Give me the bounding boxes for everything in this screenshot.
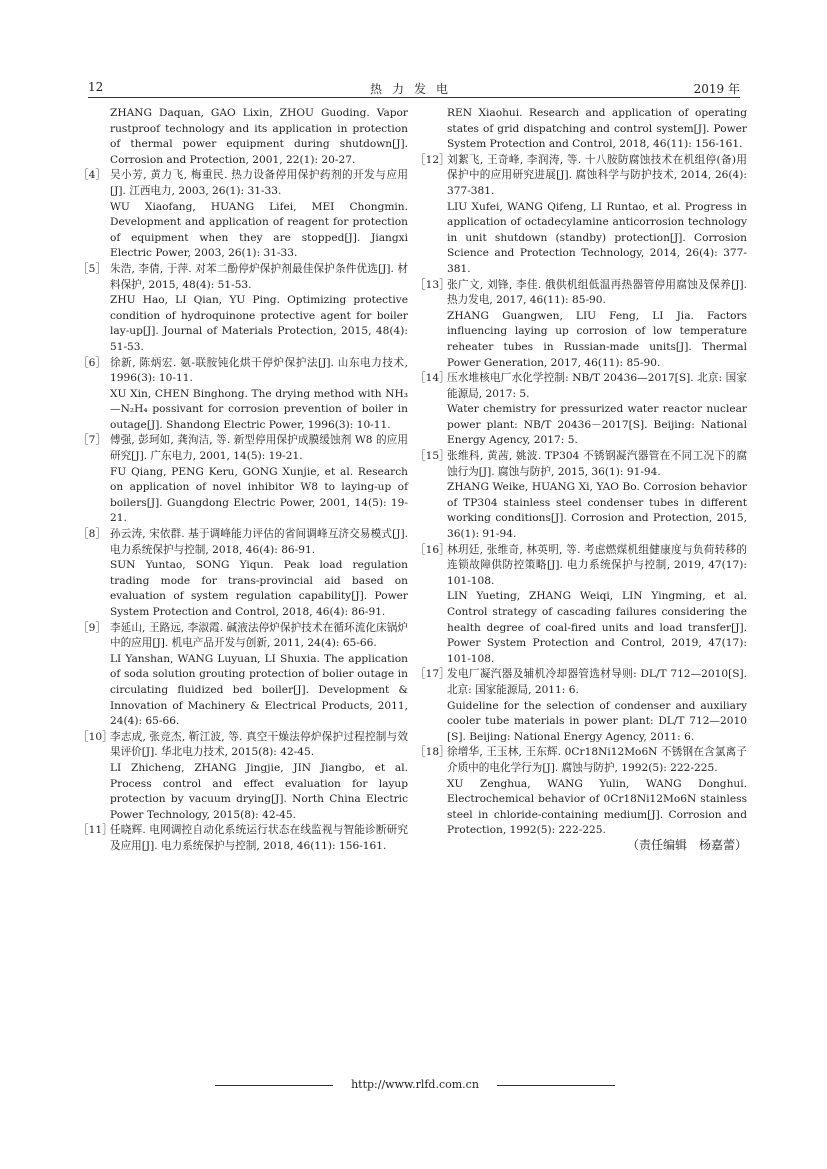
reference-item xyxy=(78,433,408,527)
reference-number: ［4］ xyxy=(78,169,106,182)
reference-chinese: 吴小芳, 黄力飞, 梅重民. 热力设备停用保护药剂的开发与应用[J]. 江西电力, 2003, 26(1): 31-33. xyxy=(110,169,408,197)
left-column xyxy=(78,106,408,855)
journal-name: 热力发电 xyxy=(369,82,458,96)
reference-item xyxy=(415,153,747,278)
reference-english: LI Yanshan, WANG Luyuan, LI Shuxia. The application of soda solution grouting protection of bolier outage in circulating fluidized bed boiler[J]. Development & Innovation of Machinery & Electrical Products, 2011, 24(4): 65-66. xyxy=(110,652,408,728)
issue-year: 2019 年 xyxy=(693,82,740,96)
reference-english: XU Zenghua, WANG Yulin, WANG Donghui. Electrochemical behavior of 0Cr18Ni12Mo6N stainless steel in chloride-containing medium[J]. Corrosion and Protection, 1992(5): 222-225. xyxy=(447,777,747,837)
reference-chinese: 压水堆核电厂水化学控制: NB/T 20436—2017[S]. 北京: 国家能源局, 2017: 5. xyxy=(447,372,747,400)
reference-english: LIU Xufei, WANG Qifeng, LI Runtao, et al. Progress in application of octadecylamine anticorrosion technology in unit shutdown (standby) protection[J]. Corrosion Science and Protection Technology, 2014, 26(4): 377-381. xyxy=(447,200,747,275)
reference-english: FU Qiang, PENG Keru, GONG Xunjie, et al. Research on application of novel inhibitor W8 to laying-up of boilers[J]. Guangdong Electric Power, 2001, 14(5): 19-21. xyxy=(110,465,408,525)
reference-chinese: 张广文, 刘锋, 李佳. 俄供机组低温再热器管停用腐蚀及保养[J]. 热力发电, 2017, 46(11): 85-90. xyxy=(447,278,747,307)
reference-item xyxy=(78,262,408,356)
reference-english: XU Xin, CHEN Binghong. The drying method with NH₃—N₂H₄ possivant for corrosion prevention of boiler in outage[J]. Shandong Electric Power, 1996(3): 10-11. xyxy=(110,387,408,431)
reference-list-left xyxy=(78,168,408,854)
reference-number: ［15］ xyxy=(415,450,450,463)
reference-number: ［12］ xyxy=(415,153,450,166)
reference-item xyxy=(78,621,408,730)
header-rule xyxy=(88,97,740,98)
reference-chinese: 朱浩, 李倩, 于萍. 对苯二酚停炉保护剂最佳保护条件优选[J]. 材料保护, 2015, 48(4): 51-53. xyxy=(110,262,408,291)
reference-chinese: 傅强, 彭珂如, 龚洵洁, 等. 新型停用保护成膜缓蚀剂 W8 的应用研究[J]. 广东电力, 2001, 14(5): 19-21. xyxy=(110,434,408,463)
reference-item xyxy=(415,667,747,745)
footer-rule-right xyxy=(497,1085,615,1086)
reference-item xyxy=(415,543,747,668)
running-header xyxy=(88,80,740,98)
reference-english: ZHU Hao, LI Qian, YU Ping. Optimizing protective condition of hydroquinone protective agent for boiler lay-up[J]. Journal of Materials Protection, 2015, 48(4): 51-53. xyxy=(110,294,408,353)
reference-english: LI Zhicheng, ZHANG Jingjie, JIN Jiangbo, et al. Process control and effect evaluation for layup protection by vacuum drying[J]. North China Electric Power Technology, 2015(8): 42-45. xyxy=(110,761,408,821)
reference-english: Water chemistry for pressurized water reactor nuclear power plant: NB/T 20436－2017[S]. Beijing: National Energy Agency, 2017: 5. xyxy=(447,403,747,447)
reference-chinese: 李志成, 张竞杰, 靳江波, 等. 真空干燥法停炉保护过程控制与效果评价[J]. 华北电力技术, 2015(8): 42-45. xyxy=(110,730,408,759)
reference-english: Guideline for the selection of condenser and auxiliary cooler tube materials in power plant: DL/T 712—2010 [S]. Beijing: National Energy Agency, 2011: 6. xyxy=(447,699,747,743)
responsible-editor: （责任编辑 杨嘉蕾） xyxy=(626,838,747,852)
reference-item xyxy=(415,449,747,543)
reference-number: ［17］ xyxy=(415,668,450,681)
reference-item xyxy=(78,527,408,621)
reference-chinese: 孙云涛, 宋依群. 基于调峰能力评估的省间调峰互济交易模式[J]. 电力系统保护与控制, 2018, 46(4): 86-91. xyxy=(110,528,408,556)
reference-chinese: 刘絮飞, 王奇峰, 李润涛, 等. 十八胺防腐蚀技术在机组停(备)用保护中的应用研究进展[J]. 腐蚀科学与防护技术, 2014, 26(4): 377-381. xyxy=(447,153,747,197)
reference-number: ［6］ xyxy=(78,356,106,369)
reference-number: ［7］ xyxy=(78,434,106,447)
reference-english: SUN Yuntao, SONG Yiqun. Peak load regulation trading mode for trans-provincial aid based on evaluation of system regulation capability[J]. Power System Protection and Control, 2018, 46(4): 86-91. xyxy=(110,559,408,618)
continued-reference: ZHANG Daquan, GAO Lixin, ZHOU Guoding. Vapor rustproof technology and its application in protection of thermal power equipment during shutdown[J]. Corrosion and Protection, 2001, 22(1): 20-27. xyxy=(110,107,408,166)
page-number: 12 xyxy=(88,80,104,94)
reference-list-right xyxy=(415,153,747,839)
reference-item xyxy=(78,730,408,824)
journal-url[interactable]: http://www.rlfd.com.cn xyxy=(351,1078,479,1091)
reference-number: ［14］ xyxy=(415,372,450,385)
reference-number: ［16］ xyxy=(415,543,450,556)
reference-item xyxy=(415,278,747,372)
reference-number: ［8］ xyxy=(78,528,106,541)
page-footer xyxy=(215,1078,615,1094)
reference-number: ［18］ xyxy=(415,746,450,759)
reference-chinese: 徐新, 陈炳宏. 氨-联胺钝化烘干停炉保护法[J]. 山东电力技术, 1996(3): 10-11. xyxy=(110,356,408,385)
reference-item xyxy=(415,371,747,449)
reference-number: ［13］ xyxy=(415,278,450,291)
reference-english: WU Xiaofang, HUANG Lifei, MEI Chongmin. Development and application of reagent for protection of equipment when they are stopped[J]. Jiangxi Electric Power, 2003, 26(1): 31-33. xyxy=(110,200,408,260)
reference-chinese: 张维科, 黄茜, 姚波. TP304 不锈钢凝汽器管在不同工况下的腐蚀行为[J]. 腐蚀与防护, 2015, 36(1): 91-94. xyxy=(447,450,747,478)
reference-chinese: 任晓辉. 电网调控自动化系统运行状态在线监视与智能诊断研究及应用[J]. 电力系统保护与控制, 2018, 46(11): 156-161. xyxy=(110,824,408,852)
reference-number: ［11］ xyxy=(78,824,113,837)
reference-item xyxy=(78,356,408,434)
reference-item xyxy=(415,745,747,839)
continued-reference: REN Xiaohui. Research and application of operating states of grid dispatching and control system[J]. Power System Protection and Control, 2018, 46(11): 156-161. xyxy=(447,107,747,151)
right-column xyxy=(415,106,747,839)
reference-english: LIN Yueting, ZHANG Weiqi, LIN Yingming, et al. Control strategy of cascading failures considering the health degree of coal-fired units and load transfer[J]. Power System Protection and Control, 2019, 47(17): 101-108. xyxy=(447,590,747,665)
reference-number: ［5］ xyxy=(78,262,106,275)
reference-chinese: 李延山, 王路远, 李淑霞. 碱液法停炉保护技术在循环流化床锅炉中的应用[J]. 机电产品开发与创新, 2011, 24(4): 65-66. xyxy=(110,621,408,650)
reference-item xyxy=(78,168,408,262)
reference-item xyxy=(78,823,408,854)
reference-english: ZHANG Guangwen, LIU Feng, LI Jia. Factors influencing laying up corrosion of low temperature reheater tubes in Russian-made units[J]. Thermal Power Generation, 2017, 46(11): 85-90. xyxy=(447,309,747,369)
reference-chinese: 徐增华, 王玉林, 王东辉. 0Cr18Ni12Mo6N 不锈钢在含氯离子介质中的电化学行为[J]. 腐蚀与防护, 1992(5): 222-225. xyxy=(447,746,747,774)
reference-chinese: 发电厂凝汽器及辅机冷却器管选材导则: DL/T 712—2010[S]. 北京: 国家能源局, 2011: 6. xyxy=(447,668,747,696)
reference-number: ［10］ xyxy=(78,730,113,743)
reference-english: ZHANG Weike, HUANG Xi, YAO Bo. Corrosion behavior of TP304 stainless steel condenser tubes in different working conditions[J]. Corrosion and Protection, 2015, 36(1): 91-94. xyxy=(447,481,747,541)
reference-chinese: 林玥廷, 张维奇, 林英明, 等. 考虑燃煤机组健康度与负荷转移的连锁故障供防控策略[J]. 电力系统保护与控制, 2019, 47(17): 101-108. xyxy=(447,543,747,587)
reference-number: ［9］ xyxy=(78,621,106,634)
